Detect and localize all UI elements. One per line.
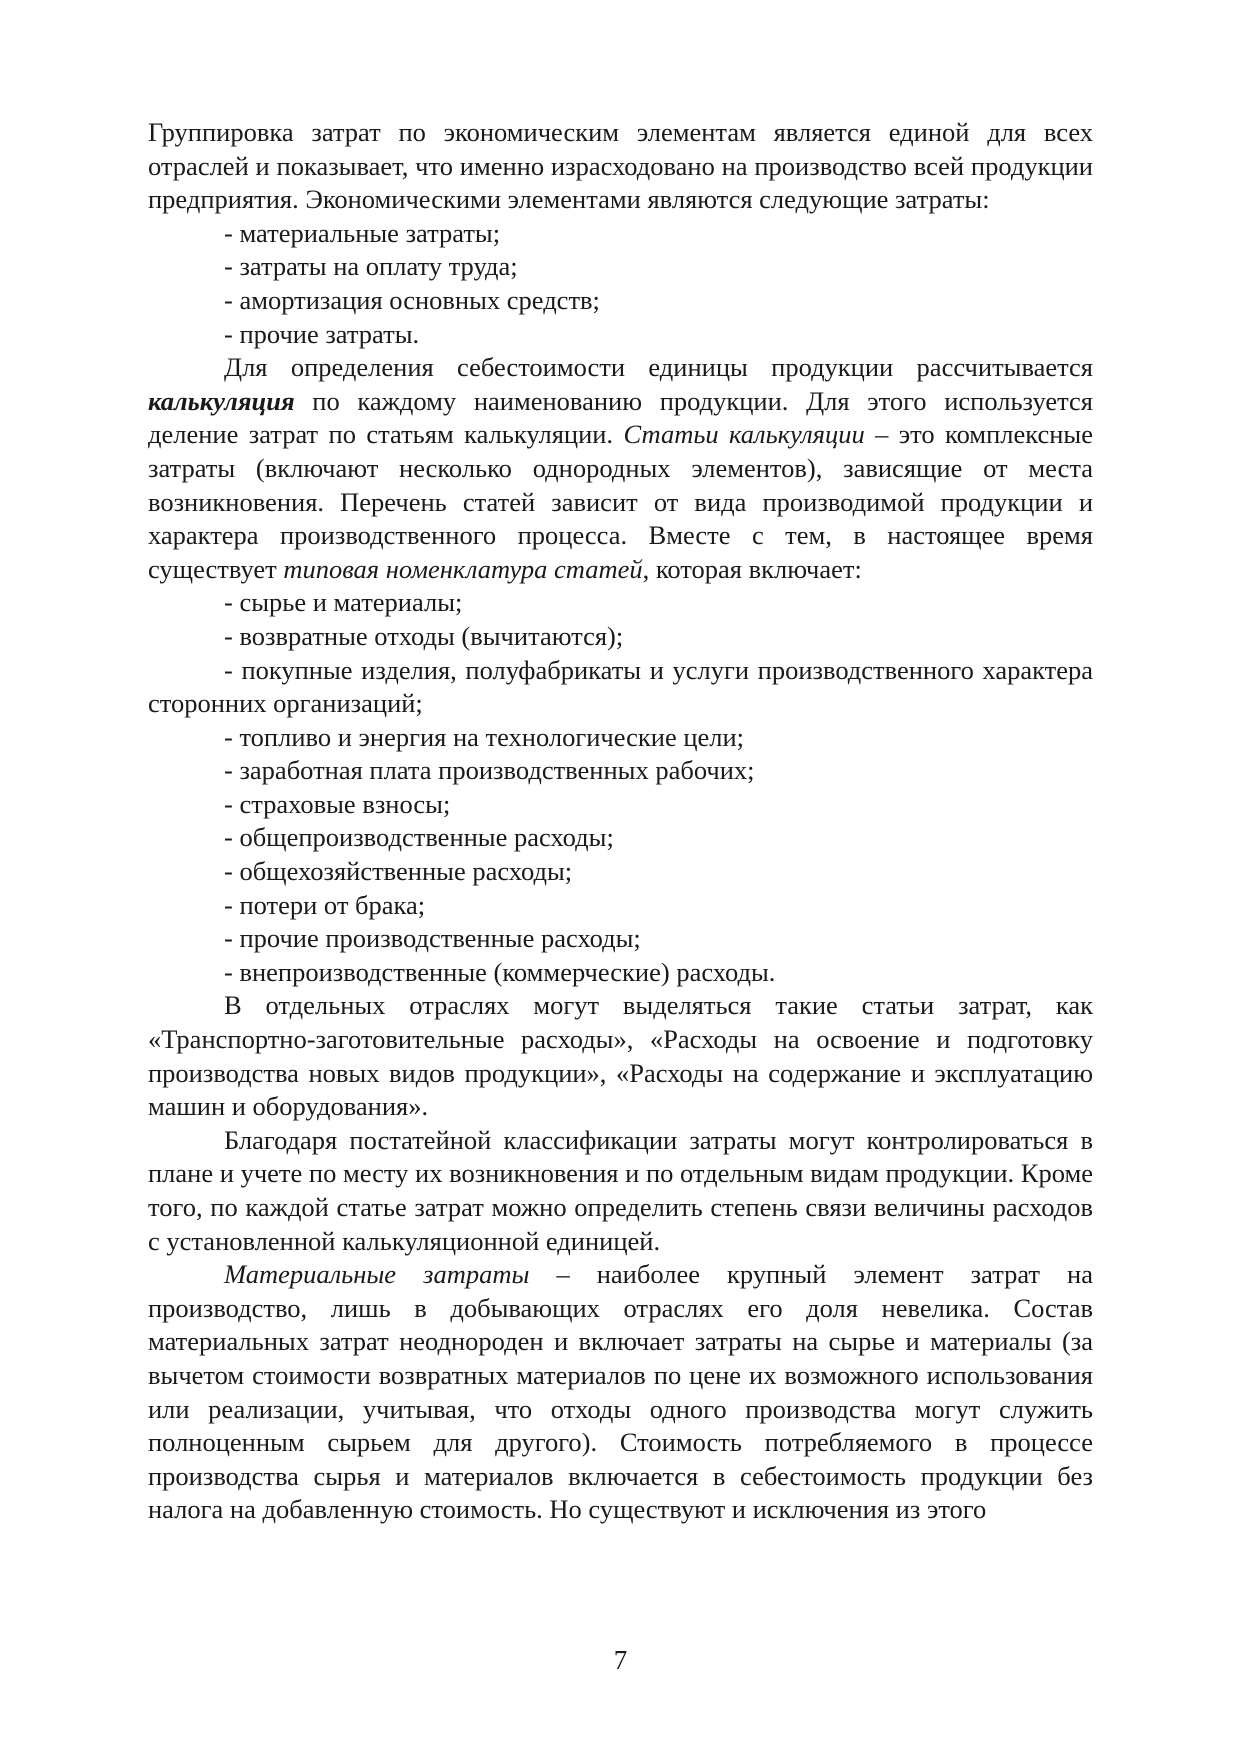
material-costs-text: – наиболее крупный элемент затрат на производство, лишь в добывающих отраслях его доля невелика. Состав материальных затрат неоднороден и включает затраты на сырье и материалы (за вычетом стоимости возвратных материалов по цене их возможного использования или реализации, учитывая, что отходы одного производства могут служить полноценным сырьем для другого). Стоимость потребляемого в процессе производства сырья и материалов включается в себестоимость продукции без налога на добавленную стоимость. Но существуют и исключения из этого	[148, 1259, 1093, 1525]
material-costs-paragraph	[148, 1258, 1093, 1527]
page-body	[148, 116, 1093, 1527]
calculation-paragraph	[148, 351, 1093, 586]
industries-paragraph: В отдельных отраслях могут выделяться такие статьи затрат, как «Транспортно-заготовительные расходы», «Расходы на освоение и подготовку производства новых видов продукции», «Расходы на содержание и эксплуатацию машин и оборудования».	[148, 990, 1093, 1122]
calculation-text-1: Для определения себестоимости единицы продукции рассчитывается	[224, 352, 1093, 383]
list-item: - прочие производственные расходы;	[224, 923, 641, 954]
term-calculation: калькуляция	[148, 385, 295, 416]
calculation-text-4: , которая включает:	[642, 553, 862, 584]
list-item: - амортизация основных средств;	[224, 284, 600, 315]
list-item: - топливо и энергия на технологические цели;	[224, 721, 745, 752]
list-item: - сырье и материалы;	[224, 587, 463, 618]
list-item: - затраты на оплату труда;	[224, 251, 518, 282]
list-item: - покупные изделия, полуфабрикаты и услуги производственного характера сторонних организаций;	[148, 654, 1093, 719]
term-standard-nomenclature: типовая номенклатура статей	[283, 553, 643, 584]
cost-items-list	[148, 586, 1093, 989]
intro-paragraph: Группировка затрат по экономическим элементам является единой для всех отраслей и показывает, что именно израсходовано на производство всей продукции предприятия. Экономическими элементами являются следующие затраты:	[148, 117, 1093, 215]
list-item: - материальные затраты;	[224, 217, 501, 248]
list-item: - страховые взносы;	[224, 788, 451, 819]
list-item: - общехозяйственные расходы;	[224, 856, 573, 887]
calculation-text-2: по каждому наименованию продукции. Для этого используется деление затрат по статьям калькуляции.	[148, 385, 1093, 450]
list-item: - прочие затраты.	[224, 318, 420, 349]
list-item: - потери от брака;	[224, 889, 426, 920]
term-material-costs: Материальные затраты	[224, 1259, 530, 1290]
list-item: - возвратные отходы (вычитаются);	[224, 620, 624, 651]
classification-paragraph: Благодаря постатейной классификации затраты могут контролироваться в плане и учете по месту их возникновения и по отдельным видам продукции. Кроме того, по каждой статье затрат можно определить степень связи величины расходов с установленной калькуляционной единицей.	[148, 1124, 1093, 1256]
page-number: 7	[613, 1645, 628, 1675]
list-item: - общепроизводственные расходы;	[224, 822, 614, 853]
list-item: - заработная плата производственных рабочих;	[224, 755, 755, 786]
term-cost-items: Статьи калькуляции	[623, 419, 865, 450]
economic-elements-list	[148, 217, 1093, 351]
list-item: - внепроизводственные (коммерческие) расходы.	[224, 956, 776, 987]
calculation-text-3: – это комплексные затраты (включают несколько однородных элементов), зависящие от места возникновения. Перечень статей зависит от вида производимой продукции и характера производственного процесса. Вместе с тем, в настоящее время существует	[148, 419, 1093, 584]
